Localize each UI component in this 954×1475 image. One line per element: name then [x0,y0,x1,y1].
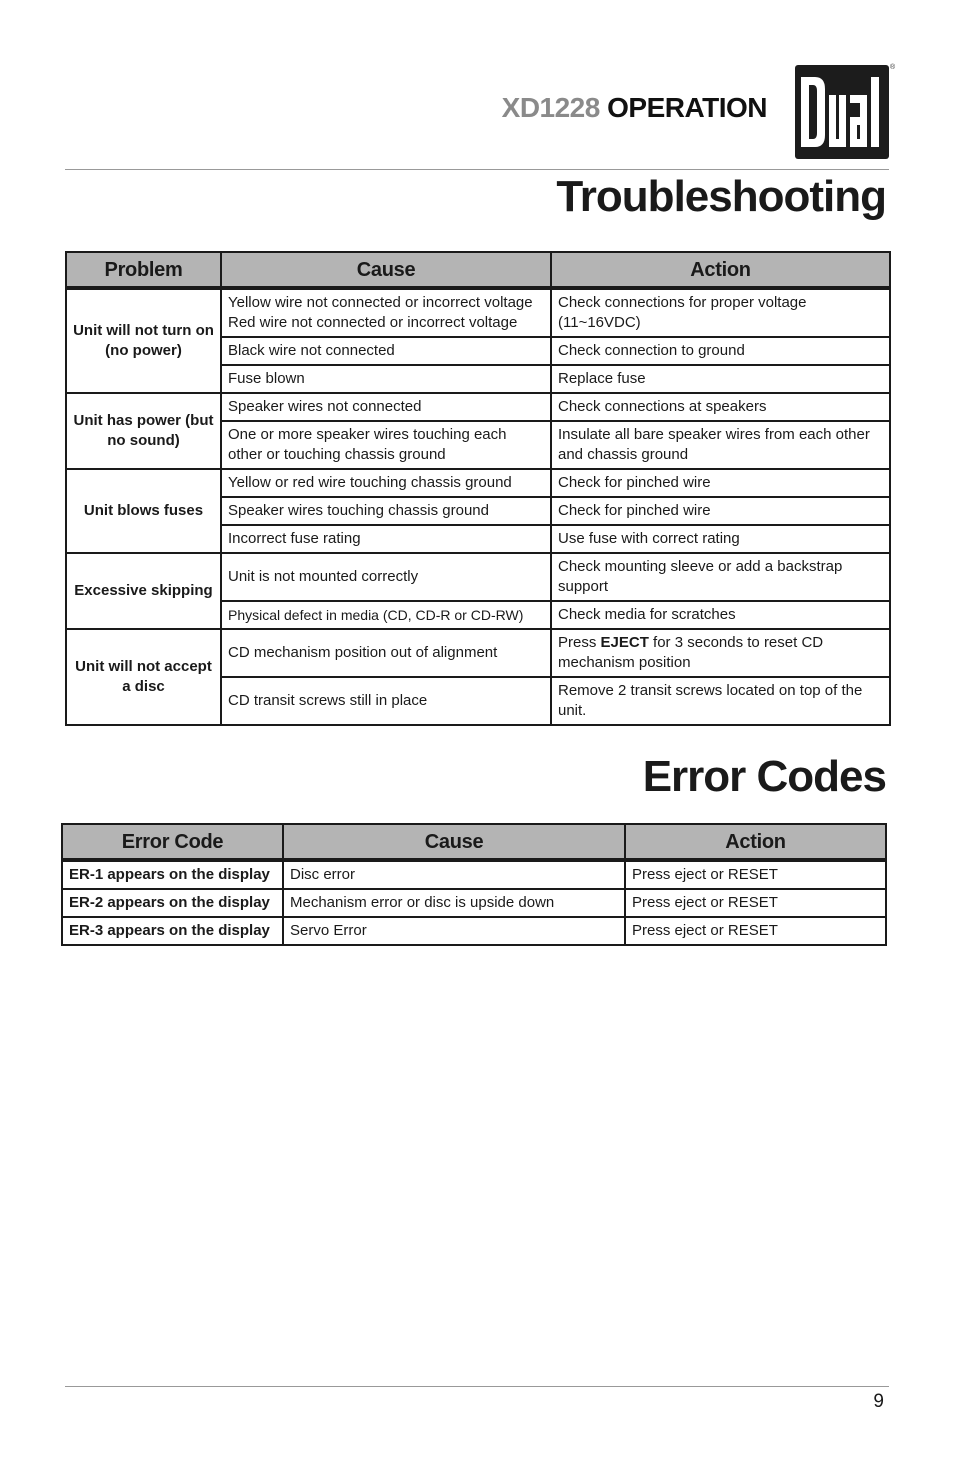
action-text-pre: Press [558,634,601,651]
action-cell: Insulate all bare speaker wires from each other and chassis ground [551,421,890,469]
error-code-cell: ER-2 appears on the display [62,889,283,917]
dual-logo [795,65,889,159]
cause-cell: CD transit screws still in place [221,677,551,725]
header-title [502,92,767,124]
action-cell: Check connection to ground [551,337,890,365]
cause-cell: Speaker wires touching chassis ground [221,497,551,525]
troubleshooting-table [65,251,891,726]
column-header-cause: Cause [283,824,625,860]
action-text-post: for 3 seconds to reset CD mechanism position [558,634,824,671]
column-header-action: Action [551,252,890,288]
footer-divider [65,1386,889,1387]
cause-cell: Physical defect in media (CD, CD-R or CD-RW) [221,601,551,629]
eject-keyword: EJECT [600,634,649,651]
cause-cell: CD mechanism position out of alignment [221,629,551,677]
table-row [66,288,890,337]
table-row [66,469,890,497]
cause-cell: Servo Error [283,917,625,945]
cause-cell: Unit is not mounted correctly [221,553,551,601]
cause-cell: Incorrect fuse rating [221,525,551,553]
table-row [62,917,886,945]
cause-cell: Yellow or red wire touching chassis ground [221,469,551,497]
action-cell: Use fuse with correct rating [551,525,890,553]
table-row [62,889,886,917]
column-header-action: Action [625,824,886,860]
cause-cell: Speaker wires not connected [221,393,551,421]
table-row [66,553,890,601]
problem-cell: Unit has power (but no sound) [66,393,221,469]
problem-cell: Unit will not turn on (no power) [66,288,221,393]
table-row [66,393,890,421]
column-header-cause: Cause [221,252,551,288]
cause-cell: Mechanism error or disc is upside down [283,889,625,917]
registered-mark: ® [890,64,896,71]
troubleshooting-title: Troubleshooting [556,172,886,221]
problem-cell: Unit blows fuses [66,469,221,553]
cause-cell: Yellow wire not connected or incorrect voltage Red wire not connected or incorrect voltage [221,288,551,337]
cause-cell: Black wire not connected [221,337,551,365]
problem-cell: Excessive skipping [66,553,221,629]
table-row [66,629,890,677]
action-cell: Check connections for proper voltage (11~16VDC) [551,288,890,337]
action-cell: Press eject or RESET [625,917,886,945]
cause-cell: One or more speaker wires touching each other or touching chassis ground [221,421,551,469]
error-codes-title: Error Codes [642,752,886,801]
error-code-cell: ER-1 appears on the display [62,860,283,889]
action-cell: Remove 2 transit screws located on top of the unit. [551,677,890,725]
action-cell: Check connections at speakers [551,393,890,421]
operation-label: OPERATION [607,92,767,123]
action-cell: Check mounting sleeve or add a backstrap support [551,553,890,601]
action-cell: Check for pinched wire [551,469,890,497]
column-header-error-code: Error Code [62,824,283,860]
model-number: XD1228 [501,92,600,123]
header-divider [65,169,889,170]
action-cell: Press eject or RESET [625,860,886,889]
cause-cell: Disc error [283,860,625,889]
problem-cell: Unit will not accept a disc [66,629,221,725]
action-cell [551,629,890,677]
page-number: 9 [873,1391,884,1412]
table-row [62,860,886,889]
dual-logo-mark [795,65,889,159]
action-cell: Press eject or RESET [625,889,886,917]
action-cell: Replace fuse [551,365,890,393]
action-cell: Check media for scratches [551,601,890,629]
cause-cell: Fuse blown [221,365,551,393]
error-code-cell: ER-3 appears on the display [62,917,283,945]
column-header-problem: Problem [66,252,221,288]
error-codes-table [61,823,887,946]
action-cell: Check for pinched wire [551,497,890,525]
